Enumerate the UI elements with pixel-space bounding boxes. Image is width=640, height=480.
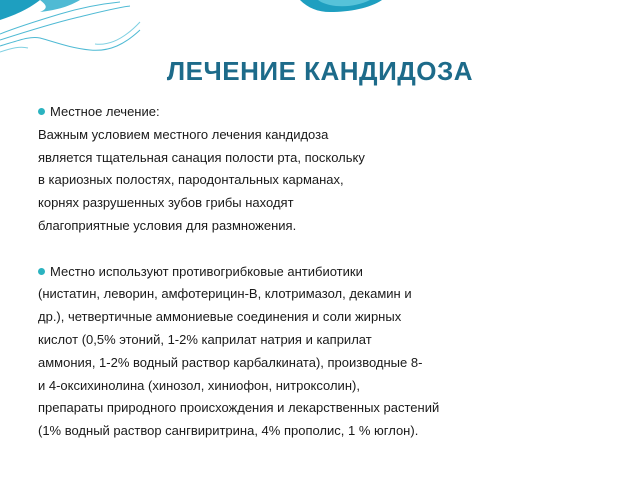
text-line: корнях разрушенных зубов грибы находят: [38, 195, 294, 211]
bullet-item: [38, 101, 618, 124]
text-line: аммония, 1-2% водный раствор карбалкината), производные 8-: [38, 354, 423, 370]
text-line: и 4-оксихинолина (хинозол, хиниофон, нитроксолин),: [38, 377, 360, 393]
content-body: [38, 101, 618, 443]
text-line: препараты природного происхождения и лекарственных растений: [38, 400, 440, 416]
text-line: др.), четвертичные аммониевые соединения и соли жирных: [38, 309, 402, 325]
bullet-icon: [38, 268, 45, 275]
wave-decoration: [0, 0, 640, 60]
bullet-item: [38, 261, 618, 284]
text-line: кислот (0,5% этоний, 1-2% каприлат натрия и каприлат: [38, 331, 372, 347]
text-line: в кариозных полостях, пародонтальных карманах,: [38, 172, 344, 188]
bullet-heading: Местно используют противогрибковые антибиотики: [50, 263, 363, 279]
text-line: благоприятные условия для размножения.: [38, 217, 297, 233]
text-line: (1% водный раствор сангвиритрина, 4% прополис, 1 % юглон).: [38, 423, 419, 439]
paragraph-gap: [38, 238, 618, 261]
bullet-heading: Местное лечение:: [50, 104, 160, 119]
page-title: ЛЕЧЕНИЕ КАНДИДОЗА: [166, 56, 474, 86]
text-line: Важным условием местного лечения кандидоза: [38, 126, 329, 142]
bullet-icon: [38, 108, 45, 115]
text-line: является тщательная санация полости рта, поскольку: [38, 149, 365, 165]
text-line: (нистатин, леворин, амфотерицин-В, клотримазол, декамин и: [38, 286, 412, 302]
